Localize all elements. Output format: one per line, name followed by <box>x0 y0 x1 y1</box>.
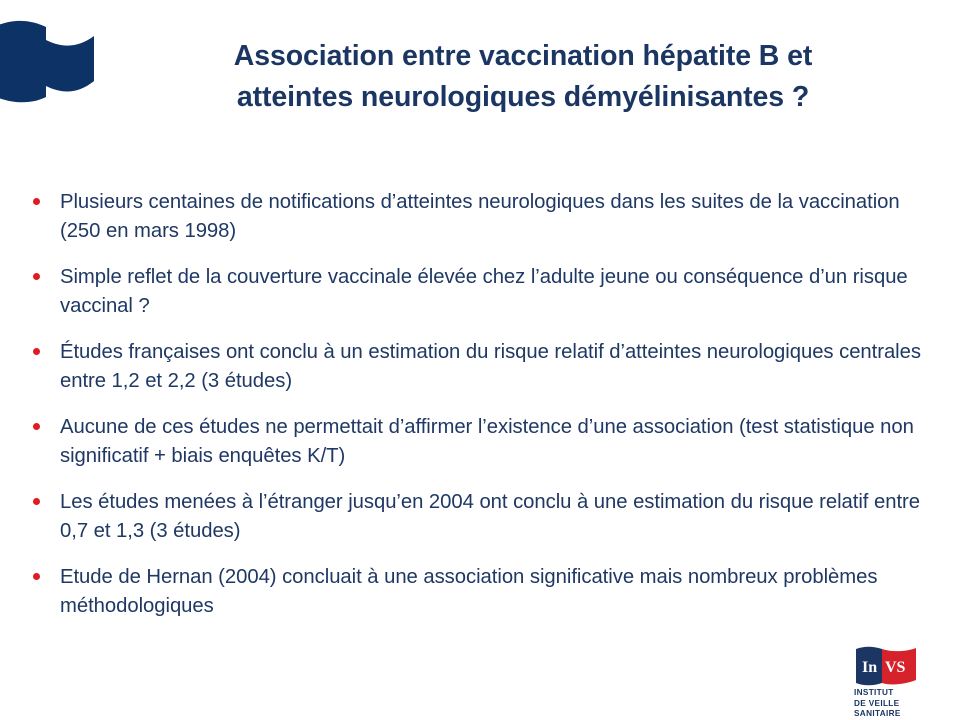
bullet-dot-icon <box>33 348 40 355</box>
invs-caption-line-2: DE VEILLE SANITAIRE <box>854 698 901 718</box>
list-item <box>28 563 933 621</box>
list-item <box>28 263 933 321</box>
list-item-text: Simple reflet de la couverture vaccinale élevée chez l’adulte jeune ou conséquence d’un risque vaccinal ? <box>60 266 908 317</box>
corner-flag-decoration <box>0 18 108 104</box>
bullet-dot-icon <box>33 498 40 505</box>
invs-mark-in-text: In <box>862 659 878 676</box>
list-item-text: Etude de Hernan (2004) concluait à une association significative mais nombreux problèmes méthodologiques <box>60 566 878 617</box>
invs-mark-vs-text: VS <box>885 659 906 676</box>
bullet-dot-icon <box>33 573 40 580</box>
invs-flag-mark <box>854 646 920 686</box>
bullet-dot-icon <box>33 198 40 205</box>
bullet-dot-icon <box>33 423 40 430</box>
list-item-text: Les études menées à l’étranger jusqu’en 2004 ont conclu à une estimation du risque relatif entre 0,7 et 1,3 (3 études) <box>60 491 920 542</box>
list-item <box>28 413 933 471</box>
list-item-text: Aucune de ces études ne permettait d’affirmer l’existence d’une association (test statistique non significatif + biais enquêtes K/T) <box>60 416 914 467</box>
title-line-2: atteintes neurologiques démyélinisantes ? <box>236 81 810 113</box>
page-title <box>118 36 928 118</box>
invs-logo-caption <box>854 688 946 720</box>
invs-logo <box>840 646 946 718</box>
invs-flag-logo-icon <box>854 646 920 686</box>
list-item <box>28 338 933 396</box>
invs-caption-line-1: INSTITUT <box>854 688 894 697</box>
title-line-1: Association entre vaccination hépatite B et <box>233 40 813 72</box>
flag-banner-icon <box>0 18 108 104</box>
list-item <box>28 188 933 246</box>
bullet-list <box>28 188 933 621</box>
list-item <box>28 488 933 546</box>
bullet-dot-icon <box>33 273 40 280</box>
list-item-text: Études françaises ont conclu à un estimation du risque relatif d’atteintes neurologiques centrales entre 1,2 et 2,2 (3 études) <box>60 341 921 392</box>
list-item-text: Plusieurs centaines de notifications d’atteintes neurologiques dans les suites de la vaccination (250 en mars 1998) <box>60 191 900 242</box>
